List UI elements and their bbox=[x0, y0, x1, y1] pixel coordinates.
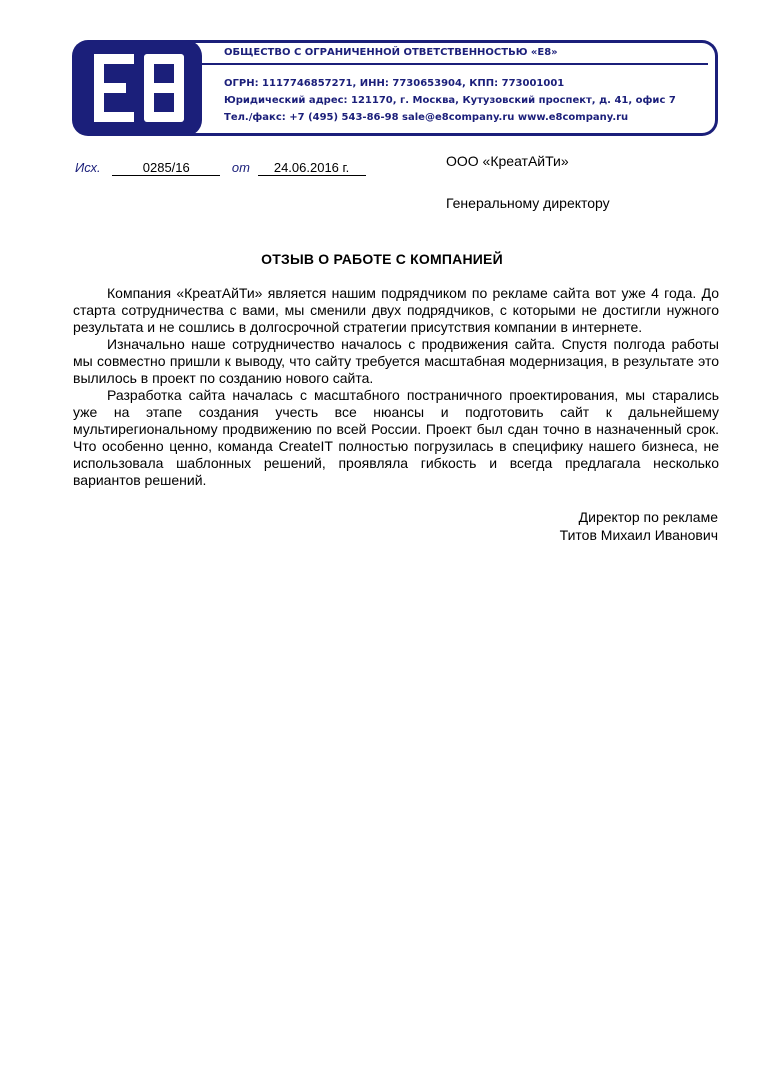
signatory-position: Директор по рекламе bbox=[578, 509, 718, 525]
date-label: от bbox=[231, 160, 250, 175]
signatory-name: Титов Михаил Иванович bbox=[559, 527, 718, 543]
paragraph-1: Компания «КреатАйТи» является нашим подрядчиком по рекламе сайта вот уже 4 года. До старта сотрудничества с вами, мы сменили двух подрядчиков, с которыми не достигли нужного результата и не сошлись в долгосрочной стратегии присутствия компании в интернете. bbox=[73, 285, 719, 335]
outgoing-date: 24.06.2016 г. bbox=[258, 160, 366, 176]
signature-block bbox=[560, 508, 718, 544]
paragraph-3: Разработка сайта началась с масштабного постраничного проектирования, мы старались уже на этапе создания учесть все нюансы и подготовить сайт к дальнейшему мультирегиональному продвижению по всей России. Проект был сдан точно в назначенный срок. Что особенно ценно, команда CreateIT полностью погрузилась в специфику нашего бизнеса, не использовала шаблонных решений, проявляла гибкость и всегда предлагала несколько вариантов решений. bbox=[73, 387, 719, 488]
paragraph-2: Изначально наше сотрудничество началось с продвижения сайта. Спустя полгода работы мы совместно пришли к выводу, что сайту требуется масштабная модернизация, в результате это вылилось в проект по созданию нового сайта. bbox=[73, 336, 719, 386]
recipient-position: Генеральному директору bbox=[446, 195, 610, 211]
recipient-company: ООО «КреатАйТи» bbox=[446, 153, 569, 169]
document-title: ОТЗЫВ О РАБОТЕ С КОМПАНИЕЙ bbox=[261, 251, 503, 267]
outgoing-label: Исх. bbox=[75, 160, 101, 175]
e8-logo-icon bbox=[72, 40, 202, 136]
outgoing-number: 0285/16 bbox=[112, 160, 220, 176]
letterhead bbox=[72, 40, 718, 136]
company-name: ОБЩЕСТВО С ОГРАНИЧЕННОЙ ОТВЕТСТВЕННОСТЬЮ «Е8» bbox=[224, 47, 558, 58]
letter-body bbox=[73, 285, 719, 489]
outgoing-reference bbox=[75, 160, 366, 176]
letterhead-divider bbox=[198, 63, 708, 65]
company-contacts: Тел./факс: +7 (495) 543-86-98 sale@e8company.ru www.e8company.ru bbox=[224, 112, 629, 123]
company-registration: ОГРН: 1117746857271, ИНН: 7730653904, КПП: 773001001 bbox=[224, 78, 565, 89]
company-address: Юридический адрес: 121170, г. Москва, Кутузовский проспект, д. 41, офис 7 bbox=[224, 95, 676, 106]
